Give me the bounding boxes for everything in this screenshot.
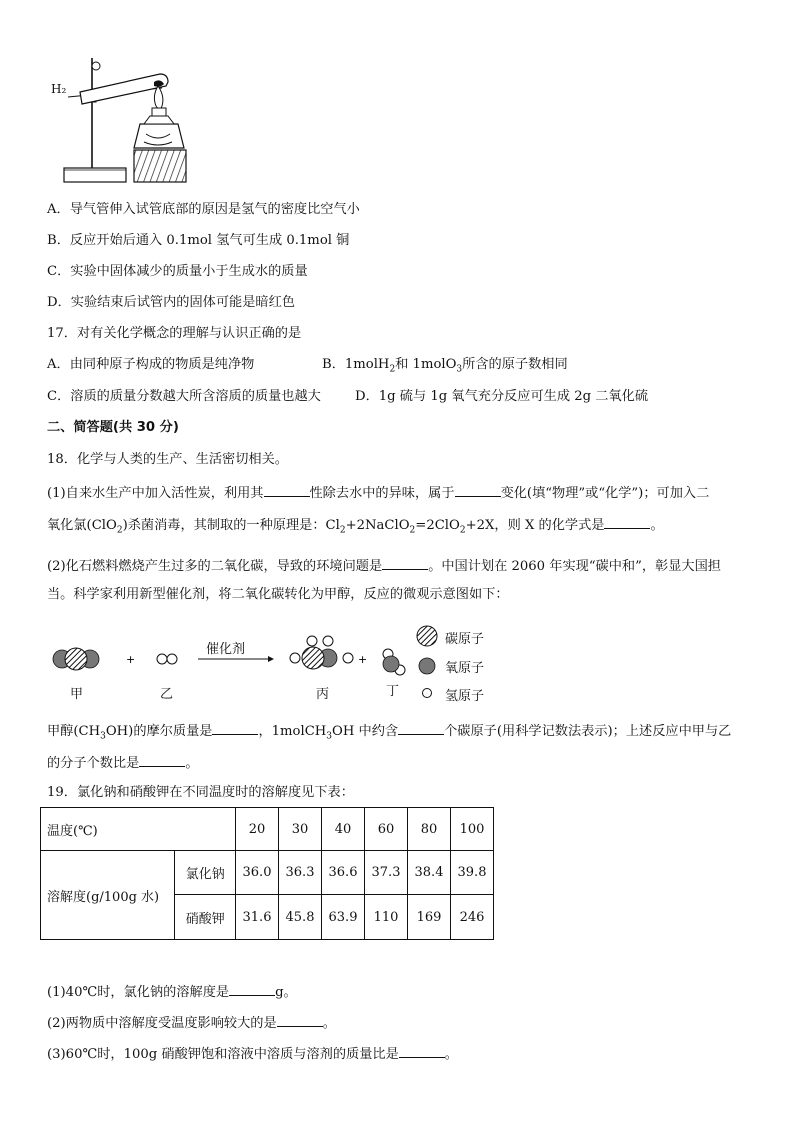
q18-p1-text-h: +2X，则 X 的化学式是 — [465, 518, 605, 533]
temp-cell: 60 — [365, 808, 408, 851]
table-cell: 36.3 — [279, 851, 322, 895]
q19-s2-text-b: 。 — [322, 1016, 336, 1031]
q18-p1-text-e: )杀菌消毒，其制取的一种原理是：Cl — [122, 518, 340, 533]
answer-blank[interactable] — [455, 482, 501, 497]
molecule-label-yi: 乙 — [160, 687, 174, 702]
plus-sign: + — [126, 653, 136, 666]
answer-blank[interactable] — [212, 720, 258, 735]
molecule-label-ding: 丁 — [386, 684, 400, 699]
answer-blank[interactable] — [604, 514, 650, 529]
q18-p3-text-d: OH 中约含 — [332, 724, 399, 739]
q16-option-c: C．实验中固体减少的质量小于生成水的质量 — [47, 264, 308, 279]
table-cell: 169 — [408, 895, 451, 940]
q16-option-d: D．实验结束后试管内的固体可能是暗红色 — [47, 295, 295, 310]
q18-part1-line2 — [47, 514, 664, 535]
q18-part3-line2 — [47, 752, 199, 773]
q18-part1-line1 — [47, 482, 709, 503]
legend-hydrogen: 氢原子 — [445, 689, 485, 704]
q17-b-sub2: 3 — [456, 364, 463, 375]
table-cell: 36.0 — [236, 851, 279, 895]
q19-sub3 — [47, 1043, 458, 1064]
q18-p1-text-f: +2NaClO — [345, 518, 410, 533]
q17-b-text3: 所含的原子数相同 — [462, 357, 568, 372]
q18-part3-line1 — [47, 720, 731, 741]
q18-p1-text-i: 。 — [650, 518, 664, 533]
substance-name: 氯化钠 — [175, 851, 236, 895]
q19-sub2 — [47, 1012, 336, 1033]
answer-blank[interactable] — [264, 482, 310, 497]
table-cell: 37.3 — [365, 851, 408, 895]
answer-blank[interactable] — [398, 720, 444, 735]
reaction-diagram — [46, 622, 496, 706]
alcohol-burner — [134, 124, 184, 148]
q18-p3-text-e: 个碳原子(用科学记数法表示)；上述反应中甲与乙 — [444, 724, 732, 739]
q19-s3-text-b: 。 — [444, 1047, 458, 1062]
q18-p2-text-b: 。中国计划在 2060 年实现“碳中和”，彰显大国担 — [428, 559, 721, 574]
q19-sub1 — [47, 981, 297, 1002]
molecule-ch3oh — [290, 636, 353, 669]
q18-p4-text-a: 的分子个数比是 — [47, 756, 140, 771]
q16-option-a: A．导气管伸入试管底部的原因是氢气的密度比空气小 — [47, 202, 360, 217]
answer-blank[interactable] — [382, 555, 428, 570]
molecule-h2 — [157, 654, 177, 664]
q19-stem: 19．氯化钠和硝酸钾在不同温度时的溶解度见下表： — [47, 785, 354, 800]
temp-cell: 20 — [236, 808, 279, 851]
q17-stem: 17．对有关化学概念的理解与认识正确的是 — [47, 326, 302, 341]
q18-p3-sub-a: 3 — [100, 731, 106, 742]
table-cell: 31.6 — [236, 895, 279, 940]
temp-header: 温度(℃) — [41, 808, 236, 851]
q18-p3-sub-c: 3 — [326, 731, 333, 742]
answer-blank[interactable] — [229, 981, 275, 996]
section-title: 二、简答题(共 30 分) — [47, 420, 179, 435]
q17-b-sub1: 2 — [389, 364, 396, 375]
q18-p1-text-c: 变化(填“物理”或“化学”)；可加入二 — [500, 486, 710, 501]
q18-p1-sub-d: 2 — [116, 525, 123, 536]
plus-sign: + — [358, 653, 368, 666]
q18-p3-text-a: 甲醇(CH — [47, 724, 101, 739]
q18-p1-text-g: =2ClO — [415, 518, 460, 533]
q18-p1-sub-e: 2 — [339, 525, 346, 536]
q18-p3-text-c: ，1molCH — [258, 724, 327, 739]
q18-part2-line1 — [47, 555, 721, 576]
legend — [417, 626, 437, 698]
molecule-label-jia: 甲 — [70, 687, 84, 702]
q17-option-b — [322, 356, 568, 374]
q19-s1-text-a: (1)40℃时，氯化钠的溶解度是 — [47, 985, 230, 1000]
q16-option-b: B．反应开始后通入 0.1mol 氢气可生成 0.1mol 铜 — [47, 233, 350, 248]
q18-stem: 18．化学与人类的生产、生活密切相关。 — [47, 452, 288, 467]
catalyst-label: 催化剂 — [206, 642, 246, 657]
molecule-h2o — [383, 649, 405, 675]
temp-cell: 30 — [279, 808, 322, 851]
q18-p4-text-b: 。 — [185, 756, 199, 771]
hydrogen-reduction-apparatus — [50, 52, 190, 186]
table-cell: 39.8 — [451, 851, 494, 895]
temp-cell: 80 — [408, 808, 451, 851]
q17-b-text1: B．1molH — [322, 357, 390, 372]
temp-cell: 40 — [322, 808, 365, 851]
answer-blank[interactable] — [277, 1012, 323, 1027]
alcohol-burner-flame — [154, 86, 163, 109]
q19-s3-text-a: (3)60℃时，100g 硝酸钾饱和溶液中溶质与溶剂的质量比是 — [47, 1047, 399, 1062]
table-cell: 110 — [365, 895, 408, 940]
q18-p3-text-b: OH)的摩尔质量是 — [105, 724, 213, 739]
solubility-table — [40, 807, 494, 940]
q18-p2-text-a: (2)化石燃料燃烧产生过多的二氧化碳，导致的环境问题是 — [47, 559, 383, 574]
q18-p1-text-a: (1)自来水生产中加入活性炭，利用其 — [47, 486, 264, 501]
q18-p1-sub-f: 2 — [409, 525, 416, 536]
solubility-header: 溶解度(g/100g 水) — [41, 851, 175, 940]
table-cell: 246 — [451, 895, 494, 940]
answer-blank[interactable] — [139, 752, 185, 767]
table-cell: 63.9 — [322, 895, 365, 940]
answer-blank[interactable] — [399, 1043, 445, 1058]
molecule-co2 — [53, 648, 99, 670]
q17-option-a: A．由同种原子构成的物质是纯净物 — [47, 357, 255, 372]
q18-p1-sub-g: 2 — [459, 525, 466, 536]
q17-option-c: C．溶质的质量分数越大所含溶质的质量也越大 — [47, 389, 321, 404]
q17-option-d: D．1g 硫与 1g 氧气充分反应可生成 2g 二氧化硫 — [355, 389, 649, 404]
wooden-block — [134, 150, 186, 182]
q18-part2-line2: 当。科学家利用新型催化剂，将二氧化碳转化为甲醇，反应的微观示意图如下： — [47, 587, 509, 602]
legend-oxygen: 氧原子 — [445, 661, 485, 676]
q19-s2-text-a: (2)两物质中溶解度受温度影响较大的是 — [47, 1016, 277, 1031]
q17-b-text2: 和 1molO — [395, 357, 457, 372]
q18-p1-text-b: 性除去水中的异味，属于 — [309, 486, 455, 501]
q19-s1-text-b: g。 — [275, 985, 297, 1000]
table-cell: 36.6 — [322, 851, 365, 895]
legend-carbon: 碳原子 — [445, 632, 485, 647]
q18-p1-text-d: 氧化氯(ClO — [47, 518, 117, 533]
table-cell: 45.8 — [279, 895, 322, 940]
table-cell: 38.4 — [408, 851, 451, 895]
gas-label: H₂ — [51, 82, 67, 96]
temp-cell: 100 — [451, 808, 494, 851]
molecule-label-bing: 丙 — [316, 687, 330, 702]
substance-name: 硝酸钾 — [175, 895, 236, 940]
